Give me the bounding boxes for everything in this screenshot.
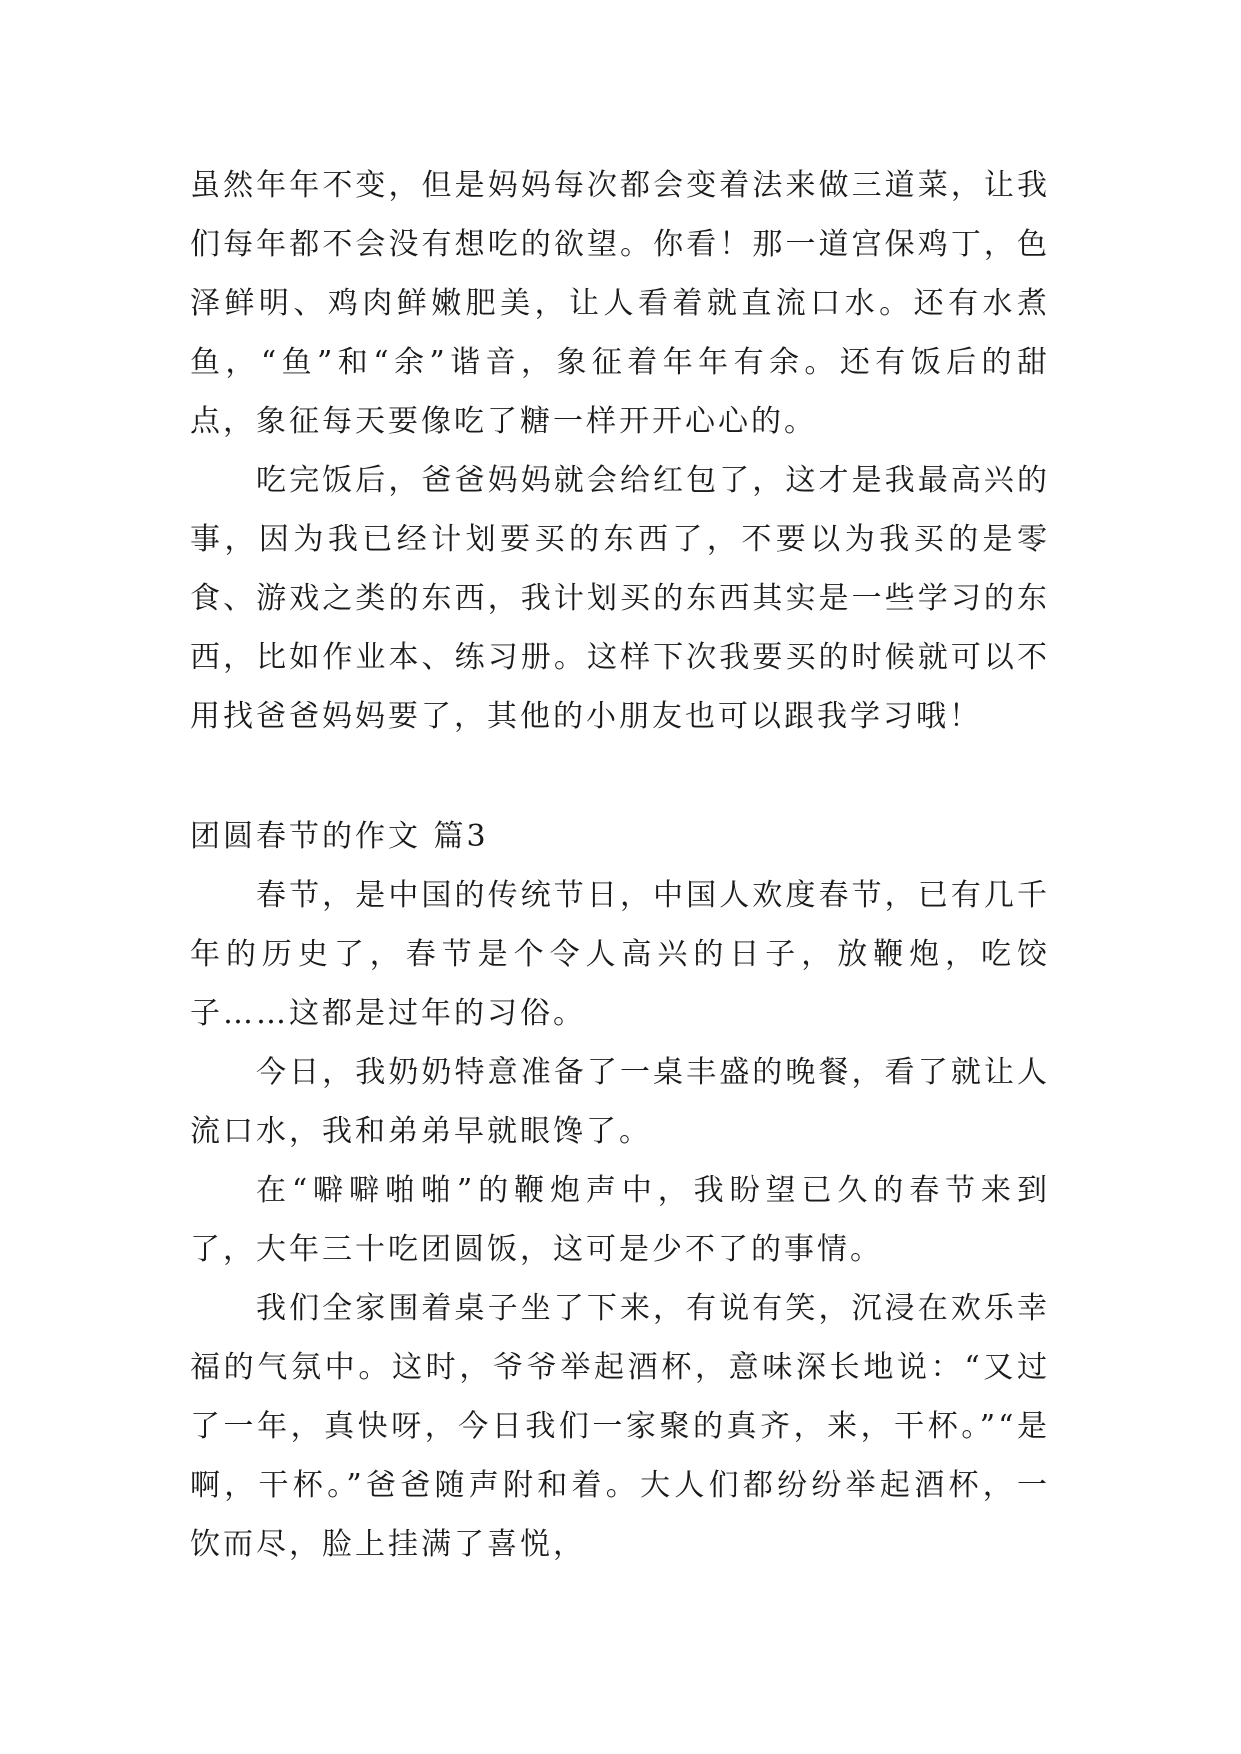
paragraph-red-envelope: 吃完饭后，爸爸妈妈就会给红包了，这才是我最高兴的事，因为我已经计划要买的东西了，不要以为我买的是零食、游戏之类的东西，我计划买的东西其实是一些学习的东西，比如作业本、练习册。这样下次我要买的时候就可以不用找爸爸妈妈要了，其他的小朋友也可以跟我学习哦！ xyxy=(190,463,1050,734)
paragraph-dishes: 虽然年年不变，但是妈妈每次都会变着法来做三道菜，让我们每年都不会没有想吃的欲望。你看！那一道宫保鸡丁，色泽鲜明、鸡肉鲜嫩肥美，让人看着就直流口水。还有水煮鱼，“鱼”和“余”谐音，象征着年年有余。还有饭后的甜点，象征每天要像吃了糖一样开开心心的。 xyxy=(190,168,1050,439)
paragraph-firecrackers: 在“噼噼啪啪”的鞭炮声中，我盼望已久的春节来到了，大年三十吃团圆饭，这可是少不了的事情。 xyxy=(190,1173,1050,1267)
document-page xyxy=(190,156,1050,1574)
paragraph-spring-festival-intro: 春节，是中国的传统节日，中国人欢度春节，已有几千年的历史了，春节是个令人高兴的日子，放鞭炮，吃饺子……这都是过年的习俗。 xyxy=(190,878,1050,1031)
paragraph-toast: 我们全家围着桌子坐了下来，有说有笑，沉浸在欢乐幸福的气氛中。这时，爷爷举起酒杯，意味深长地说：“又过了一年，真快呀，今日我们一家聚的真齐，来，干杯。”“是啊，干杯。”爸爸随声附和着。大人们都纷纷举起酒杯，一饮而尽，脸上挂满了喜悦， xyxy=(190,1291,1050,1562)
section-title: 团圆春节的作文 篇3 xyxy=(190,819,489,854)
paragraph-dinner: 今日，我奶奶特意准备了一桌丰盛的晚餐，看了就让人流口水，我和弟弟早就眼馋了。 xyxy=(190,1055,1050,1149)
